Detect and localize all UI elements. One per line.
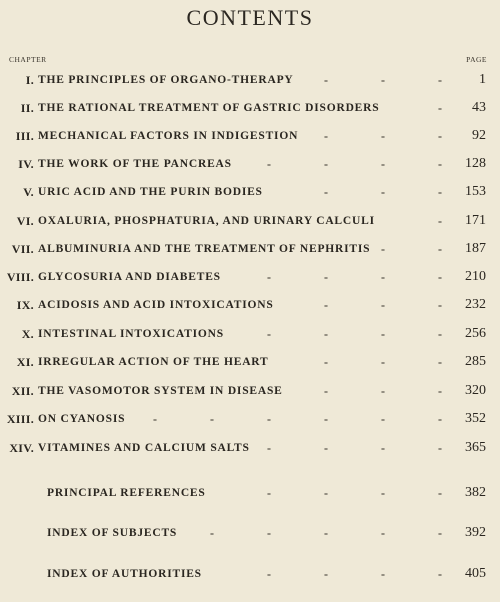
chapter-title: OXALURIA, PHOSPHATURIA, AND URINARY CALCULI (38, 215, 375, 227)
leader-dash: - (381, 129, 385, 143)
page-number: 392 (465, 525, 486, 540)
page-number: 352 (465, 411, 486, 426)
chapter-title: VITAMINES AND CALCIUM SALTS (38, 442, 250, 454)
chapter-number: XI. (16, 355, 34, 369)
chapter-entry[interactable] (0, 183, 500, 201)
chapter-entry[interactable] (0, 353, 500, 371)
leader-dash: - (324, 270, 328, 284)
leader-dash: - (438, 214, 442, 228)
back-matter-entry[interactable] (0, 484, 500, 502)
chapter-entry[interactable] (0, 155, 500, 173)
page-number: 365 (465, 440, 486, 455)
leader-dash: - (153, 412, 157, 426)
leader-dash: - (438, 526, 442, 540)
leader-dash: - (324, 567, 328, 581)
leader-dash: - (381, 355, 385, 369)
leader-dash: - (324, 73, 328, 87)
page-number: 92 (472, 128, 486, 143)
leader-dash: - (324, 412, 328, 426)
chapter-number: X. (21, 327, 34, 341)
chapter-number: IV. (18, 157, 34, 171)
leader-dash: - (438, 298, 442, 312)
leader-dash: - (381, 567, 385, 581)
page-number: 187 (465, 241, 486, 256)
leader-dash: - (324, 384, 328, 398)
chapter-title: THE WORK OF THE PANCREAS (38, 158, 232, 170)
page-number: 1 (479, 72, 486, 87)
leader-dash: - (381, 384, 385, 398)
page-number: 210 (465, 269, 486, 284)
chapter-number: VI. (16, 214, 34, 228)
leader-dash: - (438, 73, 442, 87)
chapter-number: I. (25, 73, 34, 87)
chapter-number: XIII. (6, 412, 34, 426)
leader-dash: - (267, 270, 271, 284)
chapter-column-header: CHAPTER (9, 55, 47, 64)
chapter-title: ALBUMINURIA AND THE TREATMENT OF NEPHRITIS (38, 243, 371, 255)
page-number: 153 (465, 184, 486, 199)
leader-dash: - (381, 441, 385, 455)
leader-dash: - (324, 298, 328, 312)
leader-dash: - (438, 270, 442, 284)
chapter-title: THE VASOMOTOR SYSTEM IN DISEASE (38, 385, 283, 397)
chapter-number: III. (15, 129, 34, 143)
leader-dash: - (438, 157, 442, 171)
leader-dash: - (381, 185, 385, 199)
leader-dash: - (324, 129, 328, 143)
leader-dash: - (438, 412, 442, 426)
chapter-entry[interactable] (0, 71, 500, 89)
chapter-entry[interactable] (0, 439, 500, 457)
leader-dash: - (438, 101, 442, 115)
chapter-entry[interactable] (0, 212, 500, 230)
leader-dash: - (324, 526, 328, 540)
leader-dash: - (324, 441, 328, 455)
page-number: 405 (465, 566, 486, 581)
chapter-title: ACIDOSIS AND ACID INTOXICATIONS (38, 299, 274, 311)
leader-dash: - (381, 486, 385, 500)
chapter-title: THE RATIONAL TREATMENT OF GASTRIC DISORDERS (38, 102, 380, 114)
leader-dash: - (210, 526, 214, 540)
chapter-title: URIC ACID AND THE PURIN BODIES (38, 186, 263, 198)
leader-dash: - (267, 412, 271, 426)
leader-dash: - (324, 157, 328, 171)
leader-dash: - (381, 298, 385, 312)
chapter-entry[interactable] (0, 99, 500, 117)
leader-dash: - (267, 327, 271, 341)
back-matter-title: INDEX OF SUBJECTS (47, 527, 178, 539)
leader-dash: - (267, 441, 271, 455)
chapter-entry[interactable] (0, 127, 500, 145)
page-number: 320 (465, 383, 486, 398)
chapter-number: XII. (11, 384, 34, 398)
back-matter-title: PRINCIPAL REFERENCES (47, 487, 206, 499)
leader-dash: - (438, 355, 442, 369)
chapter-title: ON CYANOSIS (38, 413, 126, 425)
leader-dash: - (267, 157, 271, 171)
page-number: 382 (465, 485, 486, 500)
back-matter-entry[interactable] (0, 524, 500, 542)
leader-dash: - (438, 441, 442, 455)
chapter-entry[interactable] (0, 240, 500, 258)
leader-dash: - (438, 242, 442, 256)
page-number: 171 (465, 213, 486, 228)
leader-dash: - (438, 486, 442, 500)
leader-dash: - (267, 486, 271, 500)
chapter-number: VIII. (6, 270, 34, 284)
leader-dash: - (381, 157, 385, 171)
chapter-entry[interactable] (0, 410, 500, 428)
page-number: 232 (465, 297, 486, 312)
chapter-entry[interactable] (0, 325, 500, 343)
chapter-number: VII. (11, 242, 34, 256)
page-number: 256 (465, 326, 486, 341)
chapter-entry[interactable] (0, 382, 500, 400)
leader-dash: - (381, 526, 385, 540)
leader-dash: - (438, 567, 442, 581)
leader-dash: - (381, 242, 385, 256)
chapter-title: THE PRINCIPLES OF ORGANO-THERAPY (38, 74, 294, 86)
chapter-number: V. (23, 185, 34, 199)
leader-dash: - (438, 129, 442, 143)
leader-dash: - (381, 412, 385, 426)
leader-dash: - (438, 185, 442, 199)
leader-dash: - (324, 185, 328, 199)
leader-dash: - (324, 327, 328, 341)
leader-dash: - (381, 327, 385, 341)
leader-dash: - (324, 355, 328, 369)
leader-dash: - (438, 384, 442, 398)
chapter-title: GLYCOSURIA AND DIABETES (38, 271, 221, 283)
leader-dash: - (381, 270, 385, 284)
chapter-title: MECHANICAL FACTORS IN INDIGESTION (38, 130, 299, 142)
page-number: 43 (472, 100, 486, 115)
back-matter-entry[interactable] (0, 565, 500, 583)
leader-dash: - (267, 526, 271, 540)
page-column-header: PAGE (466, 55, 487, 64)
chapter-number: II. (20, 101, 34, 115)
page-number: 128 (465, 156, 486, 171)
leader-dash: - (267, 567, 271, 581)
back-matter-title: INDEX OF AUTHORITIES (47, 568, 202, 580)
chapter-number: XIV. (9, 441, 34, 455)
chapter-title: INTESTINAL INTOXICATIONS (38, 328, 224, 340)
page-title: CONTENTS (186, 5, 314, 30)
chapter-number: IX. (16, 298, 34, 312)
leader-dash: - (438, 327, 442, 341)
chapter-title: IRREGULAR ACTION OF THE HEART (38, 356, 269, 368)
chapter-entry[interactable] (0, 268, 500, 286)
leader-dash: - (210, 412, 214, 426)
leader-dash: - (324, 486, 328, 500)
chapter-entry[interactable] (0, 296, 500, 314)
leader-dash: - (381, 73, 385, 87)
page-number: 285 (465, 354, 486, 369)
